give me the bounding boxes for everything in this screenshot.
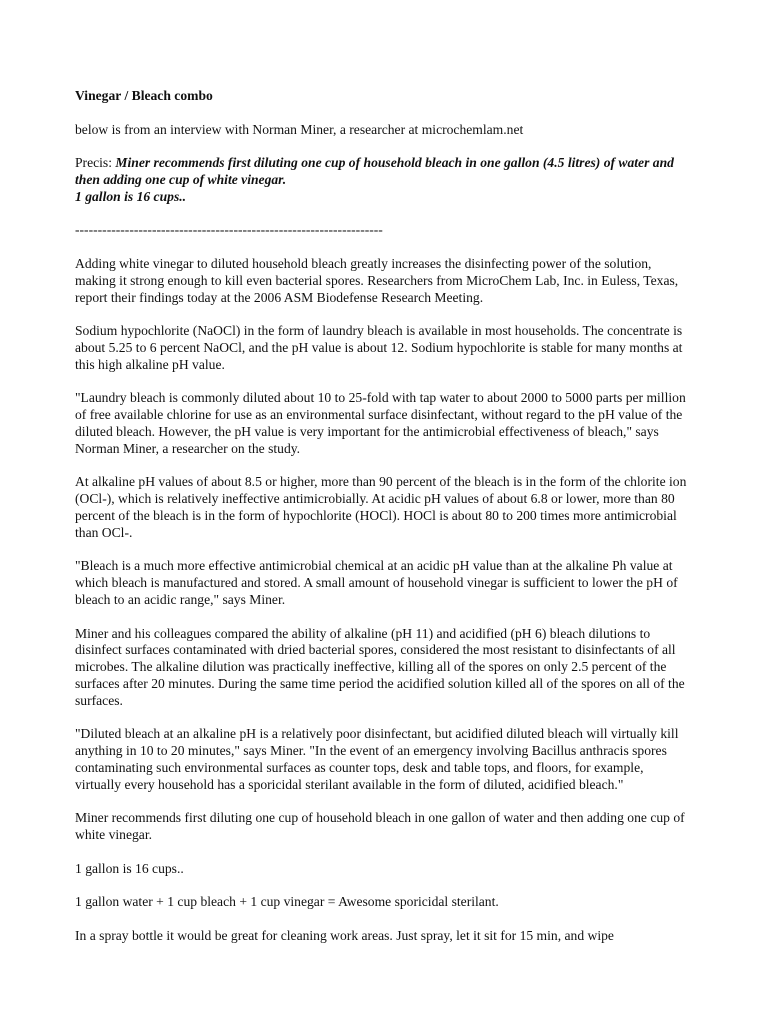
- body-paragraph: 1 gallon is 16 cups..: [75, 860, 184, 876]
- body-paragraph: "Bleach is a much more effective antimicrobial chemical at an acidic pH value than at the alkaline Ph value at which bleach is manufactured and stored. A small amount of household vinegar is sufficient to lower the pH of bleach to an acidic range," says Miner.: [75, 558, 678, 607]
- precis-block: [75, 155, 690, 205]
- body-paragraph: Miner and his colleagues compared the ability of alkaline (pH 11) and acidified (pH 6) bleach dilutions to disinfect surfaces contaminated with dried bacterial spores, considered the most resistant to disinfectants of all microbes. The alkaline dilution was practically ineffective, killing all of the spores on only 2.5 percent of the surfaces after 20 minutes. During the same time period the acidified solution killed all of the spores on all of the surfaces.: [75, 625, 685, 708]
- body-paragraph: At alkaline pH values of about 8.5 or higher, more than 90 percent of the bleach is in the form of the chlorite ion (OCl-), which is relatively ineffective antimicrobially. At acidic pH values of about 6.8 or lower, more than 80 percent of the bleach is in the form of hypochlorite (HOCl). HOCl is about 80 to 200 times more antimicrobial than OCl-.: [75, 474, 687, 540]
- body-paragraph: Adding white vinegar to diluted household bleach greatly increases the disinfecting power of the solution, making it strong enough to kill even bacterial spores. Researchers from MicroChem Lab, Inc. in Euless, Texas, report their findings today at the 2006 ASM Biodefense Research Meeting.: [75, 255, 679, 305]
- body-paragraph: "Laundry bleach is commonly diluted about 10 to 25-fold with tap water to about 2000 to 5000 parts per million of free available chlorine for use as an environmental surface disinfectant, without regard to the pH value of the diluted bleach. However, the pH value is very important for the antimicrobial effectiveness of bleach," says Norman Miner, a researcher on the study.: [75, 390, 686, 456]
- body-paragraph: "Diluted bleach at an alkaline pH is a relatively poor disinfectant, but acidified diluted bleach will virtually kill anything in 10 to 20 minutes," says Miner. "In the event of an emergency involving Bacillus anthracis spores contaminating such environmental surfaces as counter tops, desk and table tops, and floors, for example, virtually every household has a sporicidal sterilant available in the form of diluted, acidified bleach.": [75, 726, 679, 792]
- document-page: [75, 88, 690, 961]
- intro-paragraph: below is from an interview with Norman Miner, a researcher at microchemlam.net: [75, 121, 524, 137]
- body-paragraph: In a spray bottle it would be great for cleaning work areas. Just spray, let it sit for 15 min, and wipe: [75, 927, 614, 943]
- section-divider: --------------------------------------------------------------------: [75, 222, 383, 238]
- body-paragraph: 1 gallon water + 1 cup bleach + 1 cup vinegar = Awesome sporicidal sterilant.: [75, 894, 499, 910]
- body-paragraph: Sodium hypochlorite (NaOCl) in the form of laundry bleach is available in most households. The concentrate is about 5.25 to 6 percent NaOCl, and the pH value is about 12. Sodium hypochlorite is stable for many months at this high alkaline pH value.: [75, 323, 683, 372]
- body-paragraph: Miner recommends first diluting one cup of household bleach in one gallon of water and then adding one cup of white vinegar.: [75, 810, 685, 843]
- precis-conversion: 1 gallon is 16 cups..: [75, 188, 187, 204]
- document-title: Vinegar / Bleach combo: [75, 88, 213, 103]
- precis-summary: Miner recommends first diluting one cup of household bleach in one gallon (4.5 litres) of water and then adding one cup of white vinegar.: [75, 155, 674, 187]
- precis-label: Precis:: [75, 155, 116, 171]
